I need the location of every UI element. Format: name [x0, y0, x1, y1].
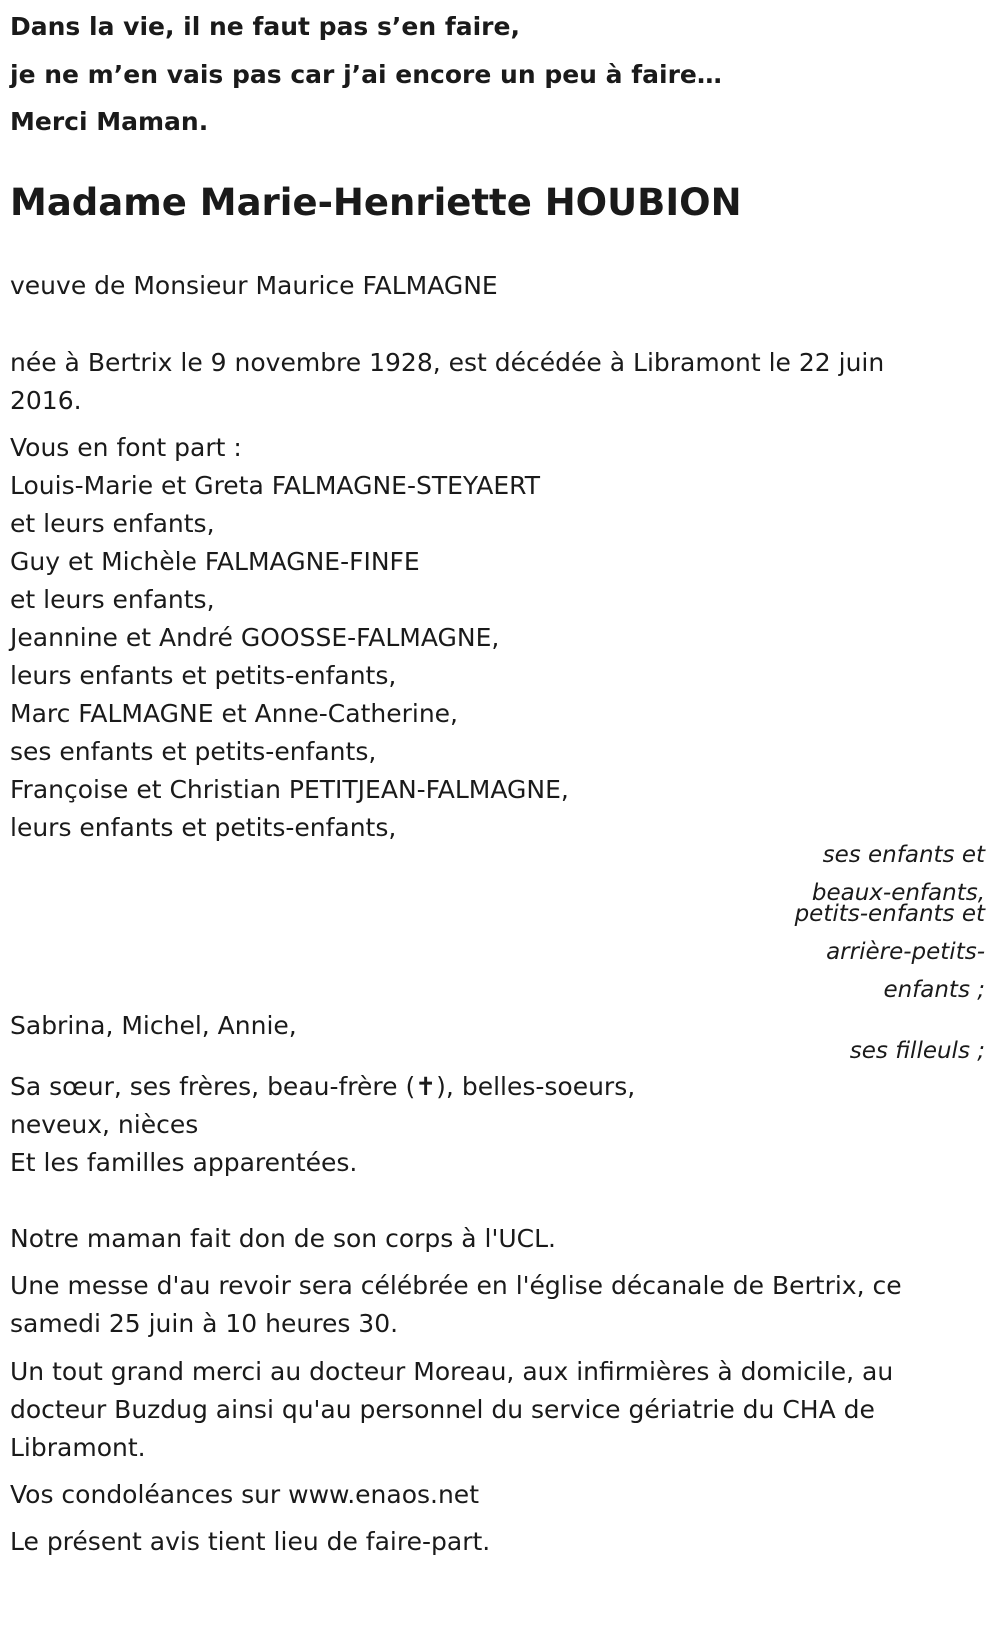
children-line-1: Louis-Marie et Greta FALMAGNE-STEYAERT: [10, 471, 540, 500]
quote-line-2: je ne m’en vais pas car j’ai encore un peu à faire…: [10, 60, 722, 89]
children-line-7: Marc FALMAGNE et Anne-Catherine,: [10, 699, 458, 728]
children-line-4: et leurs enfants,: [10, 585, 215, 614]
mass-line-2: samedi 25 juin à 10 heures 30.: [10, 1309, 399, 1338]
children-role-3: petits-enfants et: [794, 901, 985, 927]
deceased-name: Madame Marie-Henriette HOUBION: [10, 181, 742, 224]
condolences: Vos condoléances sur www.enaos.net: [10, 1480, 479, 1509]
notice-statement: Le présent avis tient lieu de faire-part.: [10, 1527, 491, 1556]
family-line-1: Sa sœur, ses frères, beau-frère (✝), belles-soeurs,: [10, 1072, 636, 1101]
children-line-3: Guy et Michèle FALMAGNE-FINFE: [10, 547, 420, 576]
children-line-8: ses enfants et petits-enfants,: [10, 737, 377, 766]
birth-death-line-1: née à Bertrix le 9 novembre 1928, est décédée à Libramont le 22 juin: [10, 348, 885, 377]
thanks-line-3: Libramont.: [10, 1433, 146, 1462]
children-role-2: beaux-enfants,: [811, 880, 985, 906]
children-line-9: Françoise et Christian PETITJEAN-FALMAGNE,: [10, 775, 569, 804]
godchildren: Sabrina, Michel, Annie,: [10, 1011, 297, 1040]
body-donation: Notre maman fait don de son corps à l'UCL.: [10, 1224, 556, 1253]
birth-death-line-2: 2016.: [10, 386, 82, 415]
children-role-4: arrière-petits-: [826, 939, 985, 965]
family-line-2: neveux, nièces: [10, 1110, 199, 1139]
children-line-6: leurs enfants et petits-enfants,: [10, 661, 397, 690]
mass-line-1: Une messe d'au revoir sera célébrée en l'église décanale de Bertrix, ce: [10, 1271, 902, 1300]
godchildren-role: ses filleuls ;: [849, 1038, 985, 1064]
family-line-3: Et les familles apparentées.: [10, 1148, 358, 1177]
widow-of: veuve de Monsieur Maurice FALMAGNE: [10, 271, 498, 300]
announcement-intro: Vous en font part :: [10, 433, 242, 462]
thanks-line-1: Un tout grand merci au docteur Moreau, aux infirmières à domicile, au: [10, 1357, 894, 1386]
children-role-5: enfants ;: [883, 977, 985, 1003]
children-line-10: leurs enfants et petits-enfants,: [10, 813, 397, 842]
children-role-1: ses enfants et: [822, 842, 985, 868]
children-line-2: et leurs enfants,: [10, 509, 215, 538]
quote-line-3: Merci Maman.: [10, 107, 209, 136]
children-line-5: Jeannine et André GOOSSE-FALMAGNE,: [10, 623, 500, 652]
quote-line-1: Dans la vie, il ne faut pas s’en faire,: [10, 12, 520, 41]
thanks-line-2: docteur Buzdug ainsi qu'au personnel du service gériatrie du CHA de: [10, 1395, 875, 1424]
